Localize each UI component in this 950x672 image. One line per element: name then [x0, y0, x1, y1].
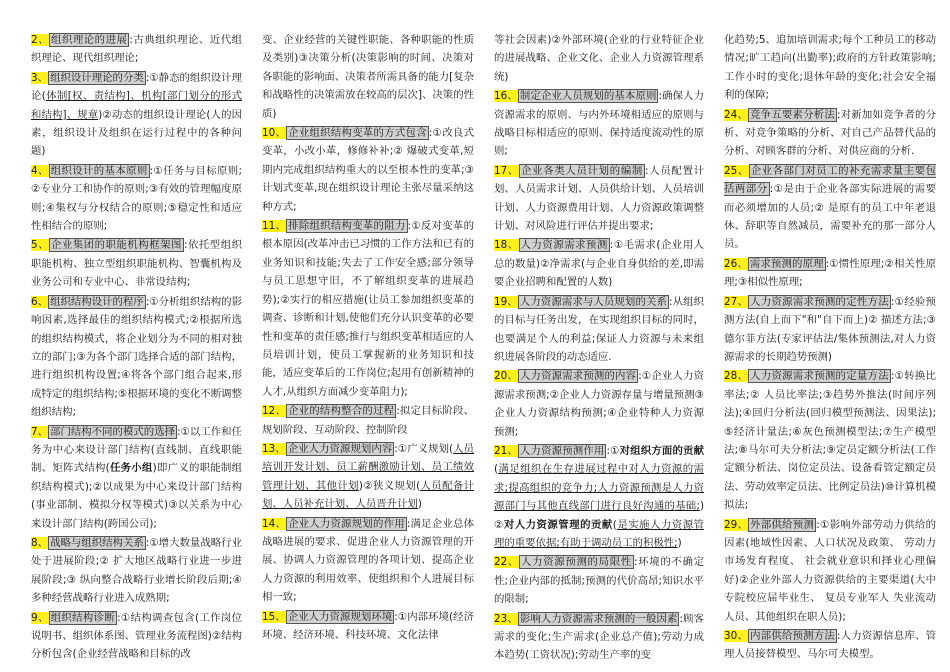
body-text: )②狭义规划( [358, 479, 421, 492]
body-text: ( [494, 463, 499, 476]
body-text: :拟定目标阶段、规划阶段、互动阶段、控制阶段 [262, 405, 474, 436]
item-number: 4、 [31, 164, 49, 177]
paragraph [494, 367, 704, 441]
body-text: :顾客需求的变化;生产需求(企业总产值);劳动力成本趋势(工资状况);劳动生产率的变 [494, 612, 704, 662]
item-title: 人力资源预测的局限性 [521, 556, 632, 569]
item-number: 18、 [494, 239, 519, 252]
body-text: :环境的不确定性;企业内部的抵制;预测的代价高昂;知识水平的限制; [494, 556, 704, 606]
item-number: 22、 [494, 556, 520, 569]
paragraph [724, 627, 936, 664]
body-text: :①惯性原理;②相关性原理;③相似性原理; [724, 257, 936, 289]
item-title: 企业的结构整合的过程 [288, 405, 395, 418]
body-text: ( [612, 518, 617, 531]
item-number: 5、 [31, 239, 50, 252]
item-number: 16、 [494, 90, 518, 103]
body-text: :①是由于企业各部实际进展的需要而必须增加的人员;② 是原有的员工中年老退休、辞职等自然减员，需要补充的那一部分人员。 [724, 183, 936, 251]
item-title: 部门结构不同的模式的选择 [50, 425, 176, 438]
paragraph [494, 236, 704, 291]
body-text: )②动态的组织设计理论(人的因素，组织设计及组织在运行过程中的各种问题) [31, 108, 242, 158]
paragraph [724, 293, 936, 367]
body-text: :满足企业总体战略进展的要求、促进企业人力资源管理的开展、协调人力资源管理的各项计划、提高企业人力资源的利用效率、使组织和个人进展目标相一致; [262, 517, 474, 604]
item-title: 战略与组织结构关系 [50, 536, 144, 549]
item-number: 8、 [31, 536, 49, 549]
item-title: 人力资源预测作用 [519, 444, 605, 457]
paragraph [31, 162, 242, 236]
body-text: :人员配置计划、人员需求计划、人员供给计划、人员培训计划、人力资源费用计划、人力资源政策调整计划、对风险进行评估并提出要求; [494, 164, 704, 233]
body-text: :从组织的目标与任务出发，在实现组织目标的同时，也要满足个人的利益;保证人力资源与未来组织进展各阶段的动态适应. [494, 295, 704, 363]
item-number: 29、 [724, 518, 749, 531]
paragraph [724, 516, 936, 626]
item-title: 人力资源需求预测的定性方法 [750, 295, 889, 308]
text-column-4 [724, 31, 936, 669]
item-number: 26、 [724, 257, 748, 270]
item-title: 人力资源需求预测的定量方法 [750, 370, 889, 383]
body-text: ) [417, 498, 422, 511]
item-title: 企业各部门对员工的补充需求量主要包括两部分 [724, 164, 936, 196]
item-number: 24、 [724, 108, 749, 121]
item-title: 企业各类人员计划的编制 [521, 164, 644, 177]
paragraph [262, 440, 474, 514]
paragraph [724, 367, 936, 514]
bold-text: 对组织方面的贡献 [619, 444, 704, 457]
body-text: :①反对变革的根本原因(改革冲击已习惯的工作方法和已有的业务知识和技能;失去了工作安全感;部分领导与员工思想守旧，不了解组织变革的进展趋势);②实行的相应措施(让员工参加组织变革的调查、诊断和计划,使他们充分认识变革的必要性和变革的责任感;推行与组织变革相适应的人员培训计划，使员工掌握新的业务知识和技能，适应变革后的工作岗位;起用有创新精神的人才,从组织方面减少变革阻力); [262, 220, 474, 398]
paragraph [31, 31, 242, 68]
body-text: :①广义规划( [394, 442, 454, 455]
paragraph [31, 69, 242, 161]
item-title: 内部供给预测方法 [750, 630, 835, 642]
body-text: :①任务与目标原则;②专业分工和协作的原则;③有效的管理幅度原则;④集权与分权结合的原则;⑤稳定性和适应性相结合的原则; [31, 164, 242, 233]
item-number: 2、 [31, 34, 50, 46]
item-number: 19、 [494, 295, 518, 308]
item-number: 28、 [724, 370, 749, 383]
body-text: :①影响外部劳动力供给的因素(地域性因素、人口状况及政策、 劳动力市场发育程度、 社会就业意识和择业心理偏好)②企业外部人力资源供给的主要渠道(大中专院校应届毕业生、 复员专业军人 失业流动人员、其他组织在职人员); [724, 518, 936, 623]
item-title: 人力资源需求与人员规划的关系 [519, 295, 667, 308]
paragraph [494, 610, 704, 665]
item-title: 制定企业人员规划的基本原则 [519, 90, 657, 103]
body-text: :古典组织理论、近代组织理论、现代组织理论; [31, 34, 242, 65]
paragraph [494, 162, 704, 236]
item-title: 企业人力资源规划的作用 [288, 517, 405, 530]
item-title: 外部供给预测 [750, 518, 815, 531]
paragraph [31, 609, 242, 664]
item-number: 7、 [31, 425, 49, 438]
item-title: 人力资源需求预测的内容 [519, 370, 637, 383]
text-column-3 [494, 31, 704, 669]
paragraph [494, 442, 704, 552]
underlined-text: 人员培训开发计划、员工薪酬激励计划、员工绩效管理计划、其他计划 [262, 442, 474, 492]
body-text: :确保人力资源需求的原则、与内外环境相适应的原则与战略目标相适应的原则、保持适度流动性的原则; [494, 90, 704, 158]
body-text: :①企业人力资源需求预测;②企业人力资源存量与增量预测③企业人力资源结构预测;④企业特种人力资源预测; [494, 370, 704, 438]
body-text: :①经验预测方法(自上而下"和"自下而上)② 描述方法;③德尔菲方法(专家评估法/集体预测法,对人力资源需求的长期趋势预测) [724, 295, 936, 363]
item-title: 需求预测的原理 [749, 257, 824, 270]
body-text: :①增大数量战略行业处于进展阶段;② 扩大地区战略行业进一步进展阶段;③ 纵向整合战略行业增长阶段后期;④ 多种经营战略行业进入成熟期; [31, 536, 242, 605]
item-number: 30、 [724, 630, 749, 642]
body-text: :①毛需求(企业用人总的数量)②净需求(与企业自身供给的差,即需要企业招聘和配置的人数) [494, 239, 704, 289]
item-title: 人力资源需求预测 [520, 239, 608, 252]
item-title: 组织设计的基本原则 [50, 164, 148, 177]
paragraph [724, 31, 936, 105]
body-text: :①内部环境(经济环境、经济环境、科技环境、文化法律 [262, 610, 474, 641]
paragraph [494, 87, 704, 161]
item-number: 15、 [262, 610, 286, 623]
body-text: :依托型组织职能机构、独立型组织职能机构、智囊机构及业务公司和专业中心、非常设结构; [31, 239, 242, 289]
item-number: 17、 [494, 164, 520, 177]
body-text: 变、企业经营的关键性职能、各种职能的性质及类别)③决策分析(决策影响的时间、决策对各职能的影响面、决策者所需具备的能力[复杂和战略性的决策需放在较高的层次]、决策的性质) [262, 34, 474, 120]
body-text: 化趋势;5、追加培训需求;每个工种员工的移动情况;旷工趋向(出勤率);政府的方针政策影响;工作小时的变化;退休年龄的变化;社会安全福利的保障; [724, 34, 936, 102]
body-text: :①改良式变革，小改小革，修修补补;② 爆破式变革,短期内完成组织结构重大的以至根本性的变革;③ 计划式变革,现在组织设计理论主张尽量采纳这种方式; [262, 127, 474, 213]
item-title: 企业组织结构变革的方式包含 [288, 127, 427, 140]
item-number: 23、 [494, 612, 518, 625]
item-title: 组织结构设计的程序 [50, 295, 144, 308]
paragraph [494, 293, 704, 367]
underlined-text: 是实施人力资源管理的重要依据;有助于调动员工的积极性; [494, 518, 704, 549]
body-text: 等社会因素)②外部环境(企业的行业特征企业的进展战略、企业文化、企业人力资源管理系统) [494, 34, 704, 83]
item-number: 14、 [262, 517, 287, 530]
paragraph [262, 217, 474, 401]
paragraph [724, 162, 936, 254]
body-text: )② [494, 500, 704, 531]
paragraph [494, 553, 704, 608]
paragraph [724, 106, 936, 161]
item-title: 企业人力资源规划内容 [287, 442, 393, 455]
body-text: :对新加如竞争者的分析、对竞争策略的分析、对自己产品替代品的分析、对顾客群的分析、对供应商的分析. [724, 108, 936, 158]
bold-text: 任务小组 [109, 462, 153, 475]
body-text: ) [677, 536, 682, 549]
paragraph [31, 423, 242, 533]
bold-text: 对人力资源管理的贡献 [503, 518, 613, 531]
paragraph [31, 534, 242, 608]
underlined-text: 体制[权、责结构]、机构[部门划分的形式和结构]、规章 [31, 90, 242, 121]
item-title: 组织理论的进展 [51, 34, 128, 46]
body-text: :①转换比率法;② 人员比率法;③趋势外推法(时间序列法);④回归分析法(回归模型预测法、因果法);⑤经济计量法;⑥灰色预测模型法;⑦生产模型法;⑧马尔可夫分析法;⑨定员定额分析法(工作定额分析法、岗位定员法、设备看管定额定员法、劳动效率定员法、比例定员法)⑩计算机模拟法; [724, 370, 936, 512]
item-number: 10、 [262, 127, 287, 140]
body-text: :①结构调查包含(工作岗位说明书、组织体系图、管理业务流程图)②结构分析包含(企业经营战略和目标的改 [31, 611, 242, 661]
item-number: 25、 [724, 164, 749, 177]
text-column-1 [31, 31, 242, 669]
paragraph [262, 515, 474, 607]
body-text: :①静态的组织设计理论( [31, 71, 242, 103]
item-number: 3、 [31, 71, 49, 84]
item-number: 20、 [494, 370, 518, 383]
item-title: 企业集团的职能机构框架图 [51, 239, 182, 252]
item-number: 21、 [494, 444, 518, 457]
paragraph [262, 124, 474, 216]
item-title: 影响人力资源需求预测的一般因素 [519, 612, 678, 625]
item-number: 27、 [724, 295, 749, 308]
item-number: 6、 [31, 295, 49, 308]
paragraph [31, 293, 242, 422]
paragraph [31, 236, 242, 291]
body-text: :① [606, 444, 620, 457]
body-text: :①分析组织结构的影响因素,选择最佳的组织结构模式;②根据所选的组织结构模式，将企业划分为不同的相对独立的部门;③为各个部门选择合适的部门结构，进行组织机构设置;④将各个部门组合起来,形成特定的组织结构;⑤根据环境的变化不断调整组织结构; [31, 295, 242, 419]
body-text: :①以工作和任务为中心来设计部门结构(直线制、直线职能制、矩阵式结构( [31, 425, 242, 475]
item-title: 排除组织结构变革的阻力 [288, 220, 406, 233]
text-column-2 [262, 31, 474, 669]
item-number: 9、 [31, 611, 49, 624]
paragraph [262, 608, 474, 645]
body-text: :人力资源信息库、管理人员接替模型、马尔可夫模型。 [724, 630, 936, 661]
underlined-text: 人员配备计划、人员补充计划、人员晋升计划 [262, 479, 474, 511]
item-title: 竞争五要素分析法 [750, 108, 835, 121]
item-number: 11、 [262, 220, 287, 233]
paragraph [724, 255, 936, 292]
item-number: 13、 [262, 442, 286, 455]
item-title: 企业人力资源规划环境 [287, 610, 393, 623]
item-title: 组织设计理论的分类 [50, 71, 144, 84]
body-text: )即广义的职能制组织结构模式);②以成果为中心来设计部门结构(事业部制、模拟分权等模式)③以关系为中心来设计部门结构(跨国公司); [31, 462, 242, 530]
underlined-text: 满足组织在生存进展过程中对人力资源的需求;提高组织的竞争力;人力资源预测是人力资源部门与其他直线部门进行良好沟通的基础; [494, 463, 704, 513]
item-number: 12、 [262, 405, 287, 418]
paragraph [262, 402, 474, 439]
paragraph [494, 31, 704, 86]
item-title: 组织结构诊断 [50, 611, 116, 624]
paragraph [262, 31, 474, 123]
